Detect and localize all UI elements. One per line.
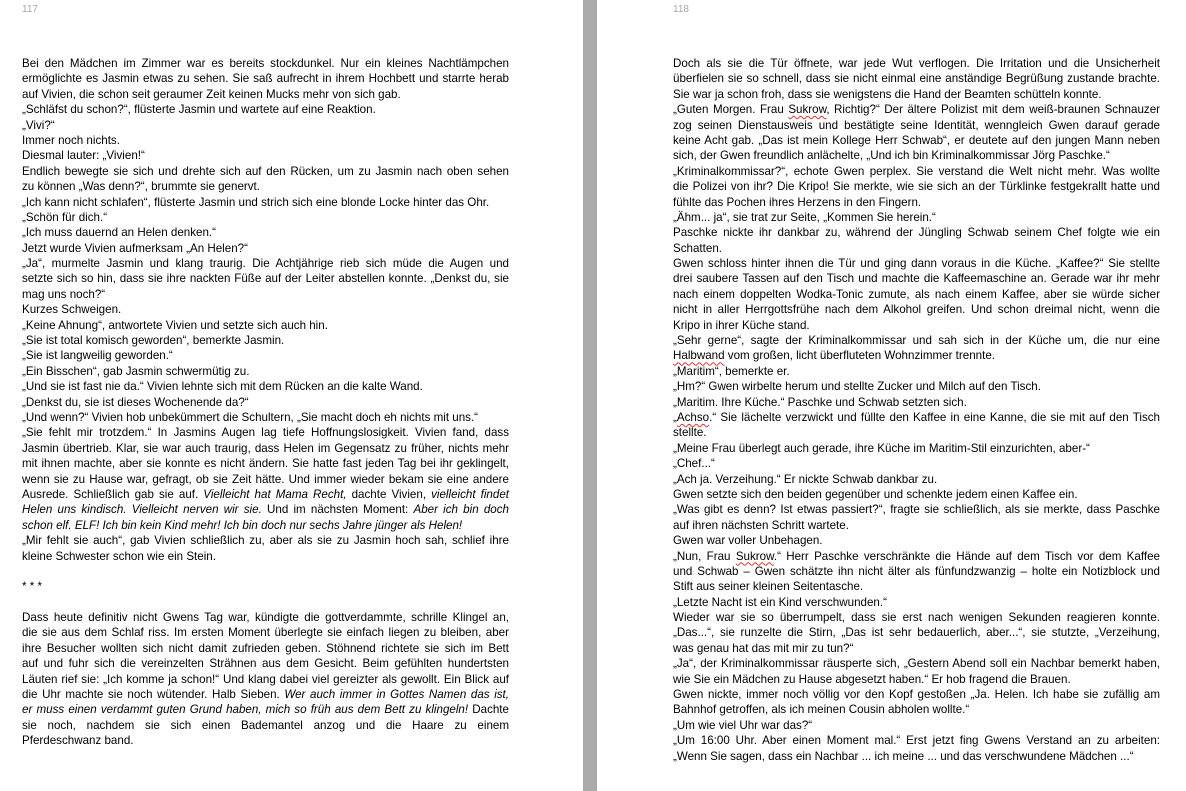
text-line: „Nun, Frau Sukrow.“ Herr Paschke verschränkte die Hände auf dem Tisch vor dem Kaffee [673,549,1160,563]
text-line: „Hm?“ Gwen wirbelte herum und stellte Zucker und Milch auf den Tisch. [673,380,1041,394]
text-line: „Maritim. Ihre Küche.“ Paschke und Schwab setzten sich. [673,395,967,409]
text-line: mit ihnen machte, aber sie konnte es nicht ändern. Sie hatte fast jeden Tag bei ihr geklingelt, [22,457,509,471]
text-line: „Guten Morgen. Frau Sukrow, Richtig?“ Der ältere Polizist mit dem weiß-braunen Schnauzer [673,103,1161,117]
text-line: er muss einen verdammt guten Grund haben, mich so früh aus dem Bett zu klingeln! Dachte [22,703,509,717]
text-line: Jetzt wurde Vivien aufmerksam „An Helen?“ [22,241,248,255]
document-page-left [0,0,583,791]
text-line: „Schön für dich.“ [22,210,108,224]
text-line: „Sie fehlt mir trotzdem.“ In Jasmins Augen lag tiefe Hoffnungslosigkeit. Vivien fand, dass [22,426,509,440]
text-line: „Kriminalkommissar?“, echote Gwen perplex. Sie verstand die Welt nicht mehr. Was wollte [673,164,1160,178]
text-line: Wieder war sie so überrumpelt, dass sie erst nach wenigen Sekunden reagieren konnte. [673,611,1160,625]
text-line: auf und fuhr sich die vereinzelten Strähnen aus dem Gesicht. Beim gefühlten hundertsten [22,657,509,671]
text-line: Endlich bewegte sie sich und drehte sich auf den Rücken, um zu Jasmin nach oben sehen [22,164,509,178]
text-line: „Keine Ahnung“, antwortete Vivien und setzte sich auch hin. [22,318,328,332]
page-number: 118 [673,4,689,15]
text-line: Doch als sie die Tür öffnete, war jede Wut verflogen. Die Irritation und die Unsicherheit [673,57,1160,70]
text-line: Ausrede. Schließlich gab sie auf. Vielleicht hat Mama Recht, dachte Vivien, vielleicht findet [22,487,509,501]
text-line: „Maritim“, bemerkte er. [673,364,790,378]
text-line: Stift aus seiner kleinen Seitentasche. [673,580,864,594]
document-page-right [597,0,1186,791]
text-line: „Chef...“ [673,457,715,471]
text-line: „Ein Bisschen“, gab Jasmin schwermütig zu. [22,364,250,378]
text-line: „Um wie viel Uhr war das?“ [673,718,813,732]
text-line: die Uhr machte sie noch wütender. Halb Sieben. Wer auch immer in Gottes Namen das ist, [22,688,510,702]
text-line: „Das...“, sie runzelte die Stirn, „Das ist sehr bedauerlich, aber...“, sie stutzte, „Verzeihung, [673,626,1160,640]
text-line: Gwen setzte sich den beiden gegenüber und schenkte jedem einen Kaffee ein. [673,487,1078,501]
text-line: „Schläfst du schon?“, flüsterte Jasmin und wartete auf eine Reaktion. [22,103,376,117]
text-line: Sie war ja schon froh, dass sie wenigstens die Hand der Beamten schütteln konnte. [673,87,1102,101]
text-line: sich, der Gwen freundlich anlächelte, „Und ich bin Kriminalkommissar Jörg Paschke.“ [673,149,1110,163]
text-line: „Vivi?“ [22,118,55,132]
page-text [673,56,1160,764]
text-line: Gwen war voller Unbehagen. [673,534,823,548]
text-line: „Sehr gerne“, sagte der Kriminalkommissar und sah sich in der Küche um, die nur eine [673,334,1160,348]
text-line: „Wenn Sie sagen, dass ein Nachbar ... ich meine ... und das verschwundene Mädchen ...“ [673,749,1134,763]
text-line: „Achso.“ Sie lächelte verzwickt und füllte den Kaffee in eine Kanne, die sie mit auf den Tisch [673,410,1160,424]
text-line: Paschke nickte ihr dankbar zu, während der Jüngling Schwab seinem Chef folgte wie ein [673,226,1160,240]
text-line: Immer noch nichts. [22,133,120,147]
text-line: „Ähm... ja“, sie trat zur Seite, „Kommen Sie herein.“ [673,210,936,224]
text-line: „Um 16:00 Uhr. Aber einen Moment mal.“ Erst jetzt fing Gwens Verstand an zu arbeiten: [673,734,1160,748]
text-line: „Sie ist total komisch geworden“, bemerkte Jasmin. [22,334,285,348]
text-line: „Ich kann nicht schlafen“, flüsterte Jasmin und strich sich eine blonde Locke hinter das Ohr. [22,195,490,209]
text-line: „Letzte Nacht ist ein Kind verschwunden.“ [673,595,887,609]
text-line: zog seinen Dienstausweis und bestätigte seine Identität, wenngleich Gwen darauf gerade [673,118,1160,132]
text-line: Bei den Mädchen im Zimmer war es bereits stockdunkel. Nur ein kleines Nachtlämpchen [22,57,509,70]
text-line: nach einem doppelten Wodka-Tonic zumute, als nach einem Kaffee, aber sie würde sicher [673,287,1160,301]
text-line: zu können „Was denn?“, brummte sie genervt. [22,180,260,194]
text-line: nicht in aller Herrgottsfrühe nach dem Alkohol greifen. Und schon dreimal nicht, wenn die [673,303,1160,317]
text-line: sie noch, nachdem sie sich einen Bademantel anzog und die Haare zu einem [22,718,509,732]
text-line: keine Acht gab. „Das ist mein Kollege Herr Schwab“, er deutete auf den jungen Mann neben [673,133,1160,147]
text-line: „Ja“, der Kriminalkommissar räusperte sich, „Gestern Abend soll ein Nachbar bemerkt haben, [673,657,1160,671]
text-line: Diesmal lauter: „Vivien!“ [22,149,145,163]
text-line: auf Vivien, die schon seit geraumer Zeit keinen Mucks mehr von sich gab. [22,87,401,101]
text-line: Pferdeschwanz band. [22,734,134,748]
text-line: Kripo in ihrer Küche stand. [673,318,810,332]
text-line: Halbwand vom großen, licht überfluteten Wohnzimmer trennte. [673,349,995,363]
text-line: „Ja“, murmelte Jasmin und klang traurig. Die Achtjährige rieb sich müde die Augen und [22,257,509,271]
text-line: Schatten. [673,241,722,255]
text-line: wenn sie zu Hause war, gefragt, ob sie Zeit hätte. Und immer wieder bekam sie eine andere [22,472,509,486]
text-line: Dass heute definitiv nicht Gwens Tag war, kündigte die gottverdammte, schrille Klingel an, [22,611,509,625]
text-line: ihre Besucher wollten sich nicht damit zufrieden geben. Stöhnend richtete sie sich im Bett [22,641,509,655]
text-line: die sie aus dem Schlaf riss. Im ersten Moment überlegte sie einfach liegen zu bleiben, aber [22,626,509,640]
text-line: Helen uns kindisch. Vielleicht nerven wir sie. Und im nächsten Moment: Aber ich bin doch [22,503,509,517]
text-line: fühlte das Pochen ihres Herzens in den Fingern. [673,195,922,209]
text-line: „Ich muss dauernd an Helen denken.“ [22,226,216,240]
text-line: ermöglichte es Jasmin etwas zu sehen. Sie saß aufrecht in ihrem Hochbett und starrte herab [22,72,509,86]
text-line: „Meine Frau überlegt auch gerade, ihre Küche im Maritim-Stil einzurichten, aber-“ [673,441,1090,455]
blank-line [22,564,509,579]
text-line: kleine Schwester schon wie ein Stein. [22,549,216,563]
text-line: und Schwab – Gwen schätzte ihn nicht älter als fünfundzwanzig – holte ein Notizblock und [673,564,1160,578]
text-line: drei saubere Tassen auf den Tisch und machte die Kaffeemaschine an. Gerade war ihr mehr [673,272,1160,286]
text-line: Bahnhof getroffen, als ich meinen Cousin abholen wollte.“ [673,703,970,717]
text-line: auf ihren nächsten Schritt wartete. [673,518,849,532]
text-line: wie Sie ein Mädchen zu Hause abgesetzt haben.“ Er hob fragend die Brauen. [673,672,1071,686]
text-line: überfielen sie so schnell, dass sie nicht einmal eine anständige Begrüßung zustande brachte. [673,72,1160,86]
text-line: Gwen nickte, immer noch völlig vor den Kopf gestoßen „Ja. Helen. Ich habe sie zufällig am [673,688,1160,702]
blank-line [22,595,509,610]
text-line: die Polizei von ihr? Die Kripo! Sie merkte, wie sie sich an der Türklinke festgekrallt hatte und [673,180,1160,194]
text-line: „Mir fehlt sie auch“, gab Vivien schließlich zu, aber als sie zu Jasmin hoch sah, schlief ihre [22,534,509,548]
text-line: mag uns noch?“ [22,287,106,301]
text-line: was genau hat das mit mir zu tun?“ [673,641,854,655]
text-line: stellte. [673,426,707,440]
page-number: 117 [22,4,38,15]
text-line: „Ach ja. Verzeihung.“ Er nickte Schwab dankbar zu. [673,472,938,486]
text-line: schon elf. ELF! Ich bin kein Kind mehr! Ich bin doch nur sechs Jahre jünger als Helen! [22,518,463,532]
text-line: „Was gibt es denn? Ist etwas passiert?“, fragte sie schließlich, als sie merkte, dass Paschke [673,503,1160,517]
page-text [22,56,509,749]
text-line: * * * [22,580,42,594]
text-line: Gwen schloss hinter ihnen die Tür und ging dann voraus in die Küche. „Kaffee?“ Sie stellte [673,257,1160,271]
text-line: setzte sich so hin, dass sie ihre nackten Füße auf der Leiter abstellen konnte. „Denkst du, sie [22,272,509,286]
text-line: „Denkst du, sie ist dieses Wochenende da?“ [22,395,249,409]
text-line: „Sie ist langweilig geworden.“ [22,349,173,363]
text-line: „Und sie ist fast nie da.“ Vivien lehnte sich mit dem Rücken an die kalte Wand. [22,380,423,394]
text-line: Jasmin übertrieb. Klar, sie war auch traurig, dass Helen im Gegensatz zu früher, nichts mehr [22,441,509,455]
text-line: „Und wenn?“ Vivien hob unbekümmert die Schultern, „Sie macht doch eh nichts mit uns.“ [22,410,479,424]
text-line: Kurzes Schweigen. [22,303,122,317]
text-line: Läuten rief sie: „Ich komme ja schon!“ Und klang dabei viel gereizter als gewollt. Ein Blick auf [22,672,509,686]
